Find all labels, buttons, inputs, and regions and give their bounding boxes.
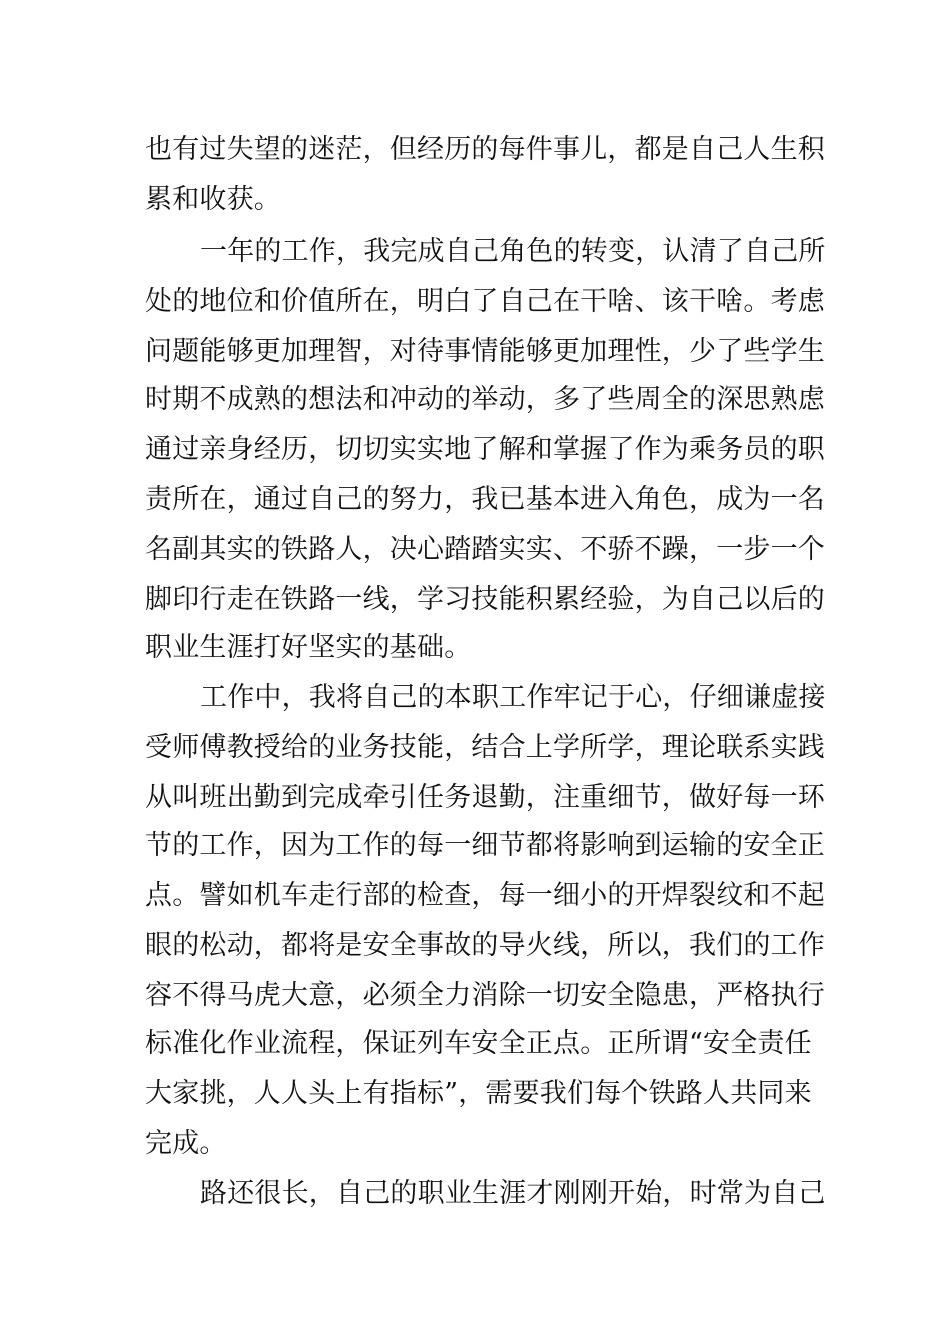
text-line: 从叫班出勤到完成牵引任务退勤，注重细节，做好每一环 xyxy=(145,782,825,813)
text-line: 容不得马虎大意，必须全力消除一切安全隐患，严格执行 xyxy=(145,980,825,1011)
text-line: 标准化作业流程，保证列车安全正点。正所谓“安全责任 xyxy=(145,1028,812,1059)
text-line: 处的地位和价值所在，明白了自己在干啥、该干啥。考虑 xyxy=(145,286,825,317)
text-line: 点。譬如机车走行部的检查，每一细小的开焊裂纹和不起 xyxy=(145,880,825,911)
text-line: 通过亲身经历，切切实实地了解和掌握了作为乘务员的职 xyxy=(145,434,825,465)
text-line: 大家挑，人人头上有指标”，需要我们每个铁路人共同来 xyxy=(145,1078,812,1109)
paragraph-first-line: 一年的工作，我完成自己角色的转变，认清了自己所 xyxy=(200,236,826,267)
text-line: 名副其实的铁路人，决心踏踏实实、不骄不躁，一步一个 xyxy=(145,534,825,565)
text-line: 问题能够更加理智，对待事情能够更加理性，少了些学生 xyxy=(145,336,825,367)
text-line: 完成。 xyxy=(145,1128,227,1159)
text-line: 累和收获。 xyxy=(145,184,281,215)
paragraph-first-line: 路还很长，自己的职业生涯才刚刚开始，时常为自己 xyxy=(200,1178,826,1209)
text-line: 责所在，通过自己的努力，我已基本进入角色，成为一名 xyxy=(145,484,825,515)
text-line: 职业生涯打好坚实的基础。 xyxy=(145,632,472,663)
text-line: 脚印行走在铁路一线，学习技能积累经验，为自己以后的 xyxy=(145,584,825,615)
paragraph-first-line: 工作中，我将自己的本职工作牢记于心，仔细谦虚接 xyxy=(200,682,826,713)
text-line: 眼的松动，都将是安全事故的导火线，所以，我们的工作 xyxy=(145,930,825,961)
text-line: 受师傅教授给的业务技能，结合上学所学，理论联系实践 xyxy=(145,732,825,763)
text-line: 时期不成熟的想法和冲动的举动，多了些周全的深思熟虑 xyxy=(145,384,825,415)
text-line: 也有过失望的迷茫，但经历的每件事儿，都是自己人生积 xyxy=(145,134,825,165)
text-line: 节的工作，因为工作的每一细节都将影响到运输的安全正 xyxy=(145,830,825,861)
